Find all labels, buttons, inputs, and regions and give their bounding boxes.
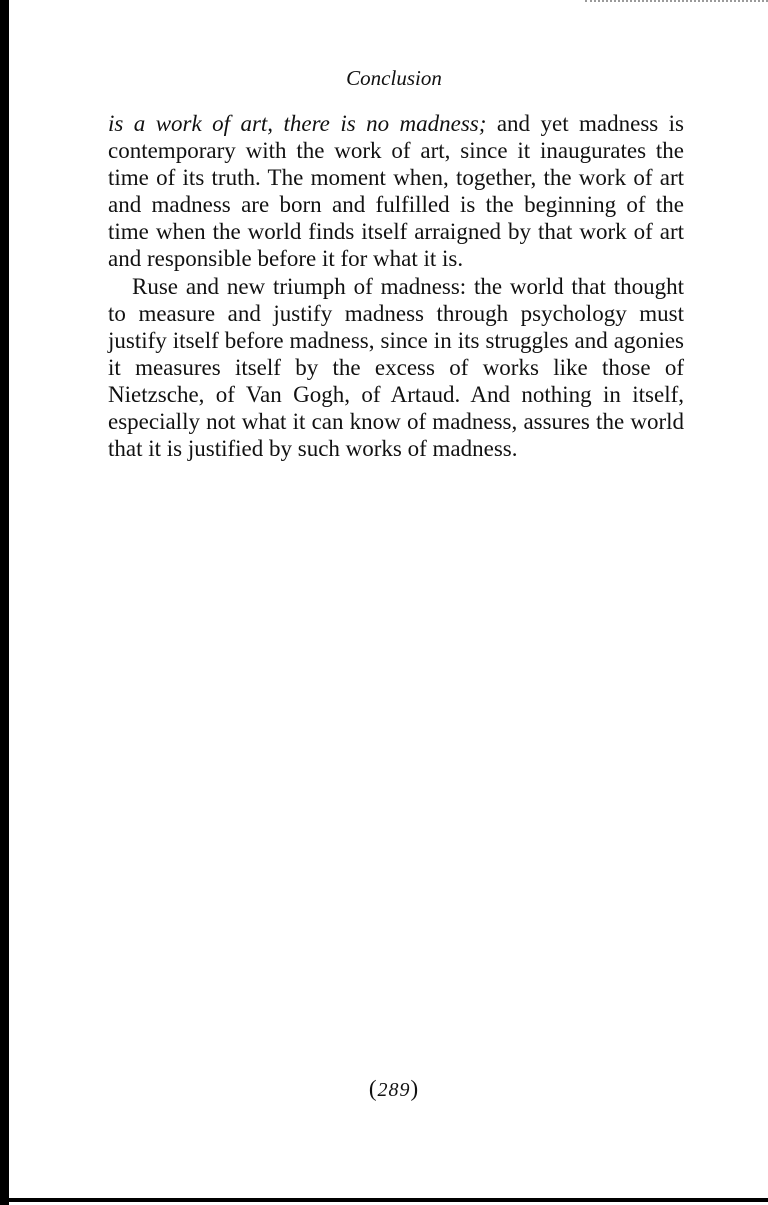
scan-edge-top	[585, 0, 768, 2]
paragraph-2: Ruse and new triumph of madness: the world that thought to measure and justify madness through psychology must justify itself before madness, since in its struggles and agonies it measures itself by the excess of works like those of Nietzsche, of Van Gogh, of Artaud. And nothing in itself, especially not what it can know of madness, assures the world that it is justified by such works of madness.	[108, 273, 684, 462]
page-number	[0, 1074, 768, 1105]
paragraph-1	[108, 110, 684, 273]
paragraph-1-text: and yet madness is contemporary with the work of art, since it inaugurates the time of its truth. The moment when, together, the work of art and madness are born and fulfilled is the beginning of the time when the world finds itself arraigned by that work of art and responsible before it for what it is.	[108, 111, 684, 272]
folio-open-paren: (	[368, 1076, 378, 1101]
folio-close-paren: )	[410, 1076, 420, 1101]
scan-edge-left	[0, 0, 9, 1205]
scan-edge-bottom	[0, 1198, 768, 1202]
page-number-value: 289	[377, 1079, 411, 1101]
paragraph-1-italic-lead: is a work of art, there is no madness;	[108, 111, 487, 136]
running-head: Conclusion	[346, 66, 442, 90]
body-text	[108, 110, 684, 462]
